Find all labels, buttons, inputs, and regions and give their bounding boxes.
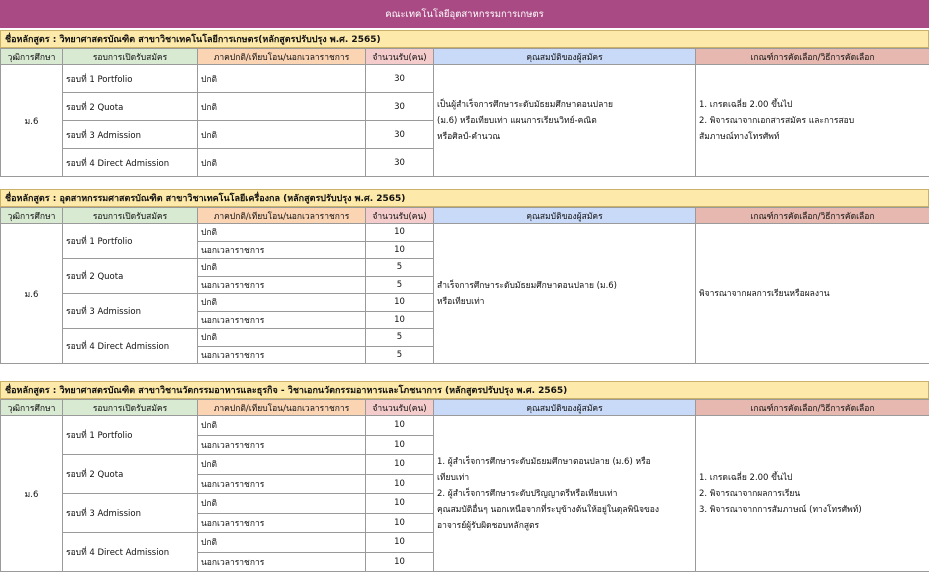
seat-count: 30	[366, 65, 434, 93]
seat-count: 30	[366, 121, 434, 149]
program-type: ปกติ	[198, 259, 366, 277]
round-name: รอบที่ 4 Direct Admission	[63, 533, 198, 572]
header-num: จำนวนรับ(คน)	[366, 49, 434, 65]
program-type: ปกติ	[198, 455, 366, 475]
program-title: ชื่อหลักสูตร : วิทยาศาสตรบัณฑิต สาขาวิชาเทคโนโลยีการเกษตร(หลักสูตรปรับปรุง พ.ศ. 2565)	[0, 30, 929, 48]
seat-count: 30	[366, 93, 434, 121]
program-type: ปกติ	[198, 329, 366, 347]
faculty-banner: คณะเทคโนโลยีอุตสาหกรรมการเกษตร	[0, 0, 929, 28]
program-type: ปกติ	[198, 149, 366, 177]
qualification-line: 2. ผู้สำเร็จการศึกษาระดับปริญญาตรีหรือเทียบเท่า	[437, 488, 618, 499]
round-name: รอบที่ 3 Admission	[63, 121, 198, 149]
header-criteria: เกณฑ์การคัดเลือก/วิธีการคัดเลือก	[696, 400, 929, 416]
qualification-cell	[434, 65, 696, 177]
seat-count: 30	[366, 149, 434, 177]
qualification-line: คุณสมบัติอื่นๆ นอกเหนือจากที่ระบุข้างต้นให้อยู่ในดุลพินิจของ	[437, 504, 660, 515]
seat-count: 10	[366, 494, 434, 514]
program-type: ปกติ	[198, 294, 366, 312]
program-type: นอกเวลาราชการ	[198, 276, 366, 294]
header-criteria: เกณฑ์การคัดเลือก/วิธีการคัดเลือก	[696, 208, 929, 224]
seat-count: 10	[366, 241, 434, 259]
criteria-line: 1. เกรดเฉลี่ย 2.00 ขึ้นไป	[699, 99, 793, 110]
qualification-line: หรือเทียบเท่า	[437, 296, 485, 307]
qualification-line: เป็นผู้สำเร็จการศึกษาระดับมัธยมศึกษาตอนปลาย	[437, 99, 614, 110]
header-round: รอบการเปิดรับสมัคร	[63, 208, 198, 224]
admission-table	[0, 48, 929, 177]
program-title: ชื่อหลักสูตร : วิทยาศาสตรบัณฑิต สาขาวิชานวัตกรรมอาหารและธุรกิจ - วิชาเอกนวัตกรรมอาหารและโภชนาการ (หลักสูตรปรับปรุง พ.ศ. 2565)	[0, 381, 929, 399]
round-name: รอบที่ 1 Portfolio	[63, 416, 198, 455]
table-row	[1, 416, 929, 436]
seat-count: 5	[366, 329, 434, 347]
program-type: นอกเวลาราชการ	[198, 474, 366, 494]
criteria-line: พิจารณาจากผลการเรียนหรือผลงาน	[699, 288, 830, 299]
program-type: ปกติ	[198, 533, 366, 553]
header-type: ภาคปกติ/เทียบโอน/นอกเวลาราชการ	[198, 49, 366, 65]
program-type: นอกเวลาราชการ	[198, 435, 366, 455]
round-name: รอบที่ 3 Admission	[63, 294, 198, 329]
seat-count: 10	[366, 533, 434, 553]
round-name: รอบที่ 1 Portfolio	[63, 65, 198, 93]
criteria-line: 1. เกรดเฉลี่ย 2.00 ขึ้นไป	[699, 472, 793, 483]
round-name: รอบที่ 4 Direct Admission	[63, 149, 198, 177]
admission-table	[0, 399, 929, 572]
seat-count: 10	[366, 416, 434, 436]
seat-count: 10	[366, 455, 434, 475]
header-qualification: คุณสมบัติของผู้สมัคร	[434, 49, 696, 65]
header-round: รอบการเปิดรับสมัคร	[63, 400, 198, 416]
program-type: ปกติ	[198, 93, 366, 121]
round-name: รอบที่ 3 Admission	[63, 494, 198, 533]
seat-count: 5	[366, 346, 434, 364]
program-type: ปกติ	[198, 224, 366, 242]
admission-table	[0, 207, 929, 364]
education-level: ม.6	[1, 224, 63, 364]
seat-count: 5	[366, 276, 434, 294]
round-name: รอบที่ 2 Quota	[63, 259, 198, 294]
header-type: ภาคปกติ/เทียบโอน/นอกเวลาราชการ	[198, 400, 366, 416]
criteria-cell	[696, 65, 929, 177]
qualification-line: เทียบเท่า	[437, 472, 470, 483]
program-type: นอกเวลาราชการ	[198, 513, 366, 533]
criteria-cell	[696, 224, 929, 364]
seat-count: 5	[366, 259, 434, 277]
seat-count: 10	[366, 474, 434, 494]
qualification-line: 1. ผู้สำเร็จการศึกษาระดับมัธยมศึกษาตอนปลาย (ม.6) หรือ	[437, 456, 651, 467]
education-level: ม.6	[1, 65, 63, 177]
program-type: ปกติ	[198, 121, 366, 149]
qualification-cell	[434, 224, 696, 364]
seat-count: 10	[366, 294, 434, 312]
program-type: นอกเวลาราชการ	[198, 241, 366, 259]
criteria-line: 2. พิจารณาจากผลการเรียน	[699, 488, 801, 499]
criteria-line: สัมภาษณ์ทางโทรศัพท์	[699, 131, 780, 142]
header-level: วุฒิการศึกษา	[1, 208, 63, 224]
seat-count: 10	[366, 513, 434, 533]
qualification-line: อาจารย์ผู้รับผิดชอบหลักสูตร	[437, 520, 540, 531]
header-round: รอบการเปิดรับสมัคร	[63, 49, 198, 65]
header-num: จำนวนรับ(คน)	[366, 208, 434, 224]
program-type: ปกติ	[198, 65, 366, 93]
round-name: รอบที่ 2 Quota	[63, 455, 198, 494]
seat-count: 10	[366, 224, 434, 242]
round-name: รอบที่ 2 Quota	[63, 93, 198, 121]
criteria-cell	[696, 416, 929, 572]
qualification-line: หรือศิลป์-คำนวณ	[437, 131, 501, 142]
program-type: นอกเวลาราชการ	[198, 346, 366, 364]
header-criteria: เกณฑ์การคัดเลือก/วิธีการคัดเลือก	[696, 49, 929, 65]
seat-count: 10	[366, 311, 434, 329]
header-qualification: คุณสมบัติของผู้สมัคร	[434, 208, 696, 224]
qualification-cell	[434, 416, 696, 572]
header-level: วุฒิการศึกษา	[1, 49, 63, 65]
table-row	[1, 65, 929, 93]
criteria-line: 2. พิจารณาจากเอกสารสมัคร และการสอบ	[699, 115, 855, 126]
header-qualification: คุณสมบัติของผู้สมัคร	[434, 400, 696, 416]
program-type: ปกติ	[198, 494, 366, 514]
qualification-line: สำเร็จการศึกษาระดับมัธยมศึกษาตอนปลาย (ม.6)	[437, 280, 617, 291]
round-name: รอบที่ 1 Portfolio	[63, 224, 198, 259]
program-type: ปกติ	[198, 416, 366, 436]
qualification-line: (ม.6) หรือเทียบเท่า แผนการเรียนวิทย์-คณิต	[437, 115, 597, 126]
round-name: รอบที่ 4 Direct Admission	[63, 329, 198, 364]
header-type: ภาคปกติ/เทียบโอน/นอกเวลาราชการ	[198, 208, 366, 224]
program-type: นอกเวลาราชการ	[198, 311, 366, 329]
seat-count: 10	[366, 552, 434, 572]
table-row	[1, 224, 929, 242]
program-type: นอกเวลาราชการ	[198, 552, 366, 572]
education-level: ม.6	[1, 416, 63, 572]
criteria-line: 3. พิจารณาจากการสัมภาษณ์ (ทางโทรศัพท์)	[699, 504, 862, 515]
header-level: วุฒิการศึกษา	[1, 400, 63, 416]
header-num: จำนวนรับ(คน)	[366, 400, 434, 416]
program-title: ชื่อหลักสูตร : อุตสาหกรรมศาสตรบัณฑิต สาขาวิชาเทคโนโลยีเครื่องกล (หลักสูตรปรับปรุง พ.ศ. 2565)	[0, 189, 929, 207]
seat-count: 10	[366, 435, 434, 455]
